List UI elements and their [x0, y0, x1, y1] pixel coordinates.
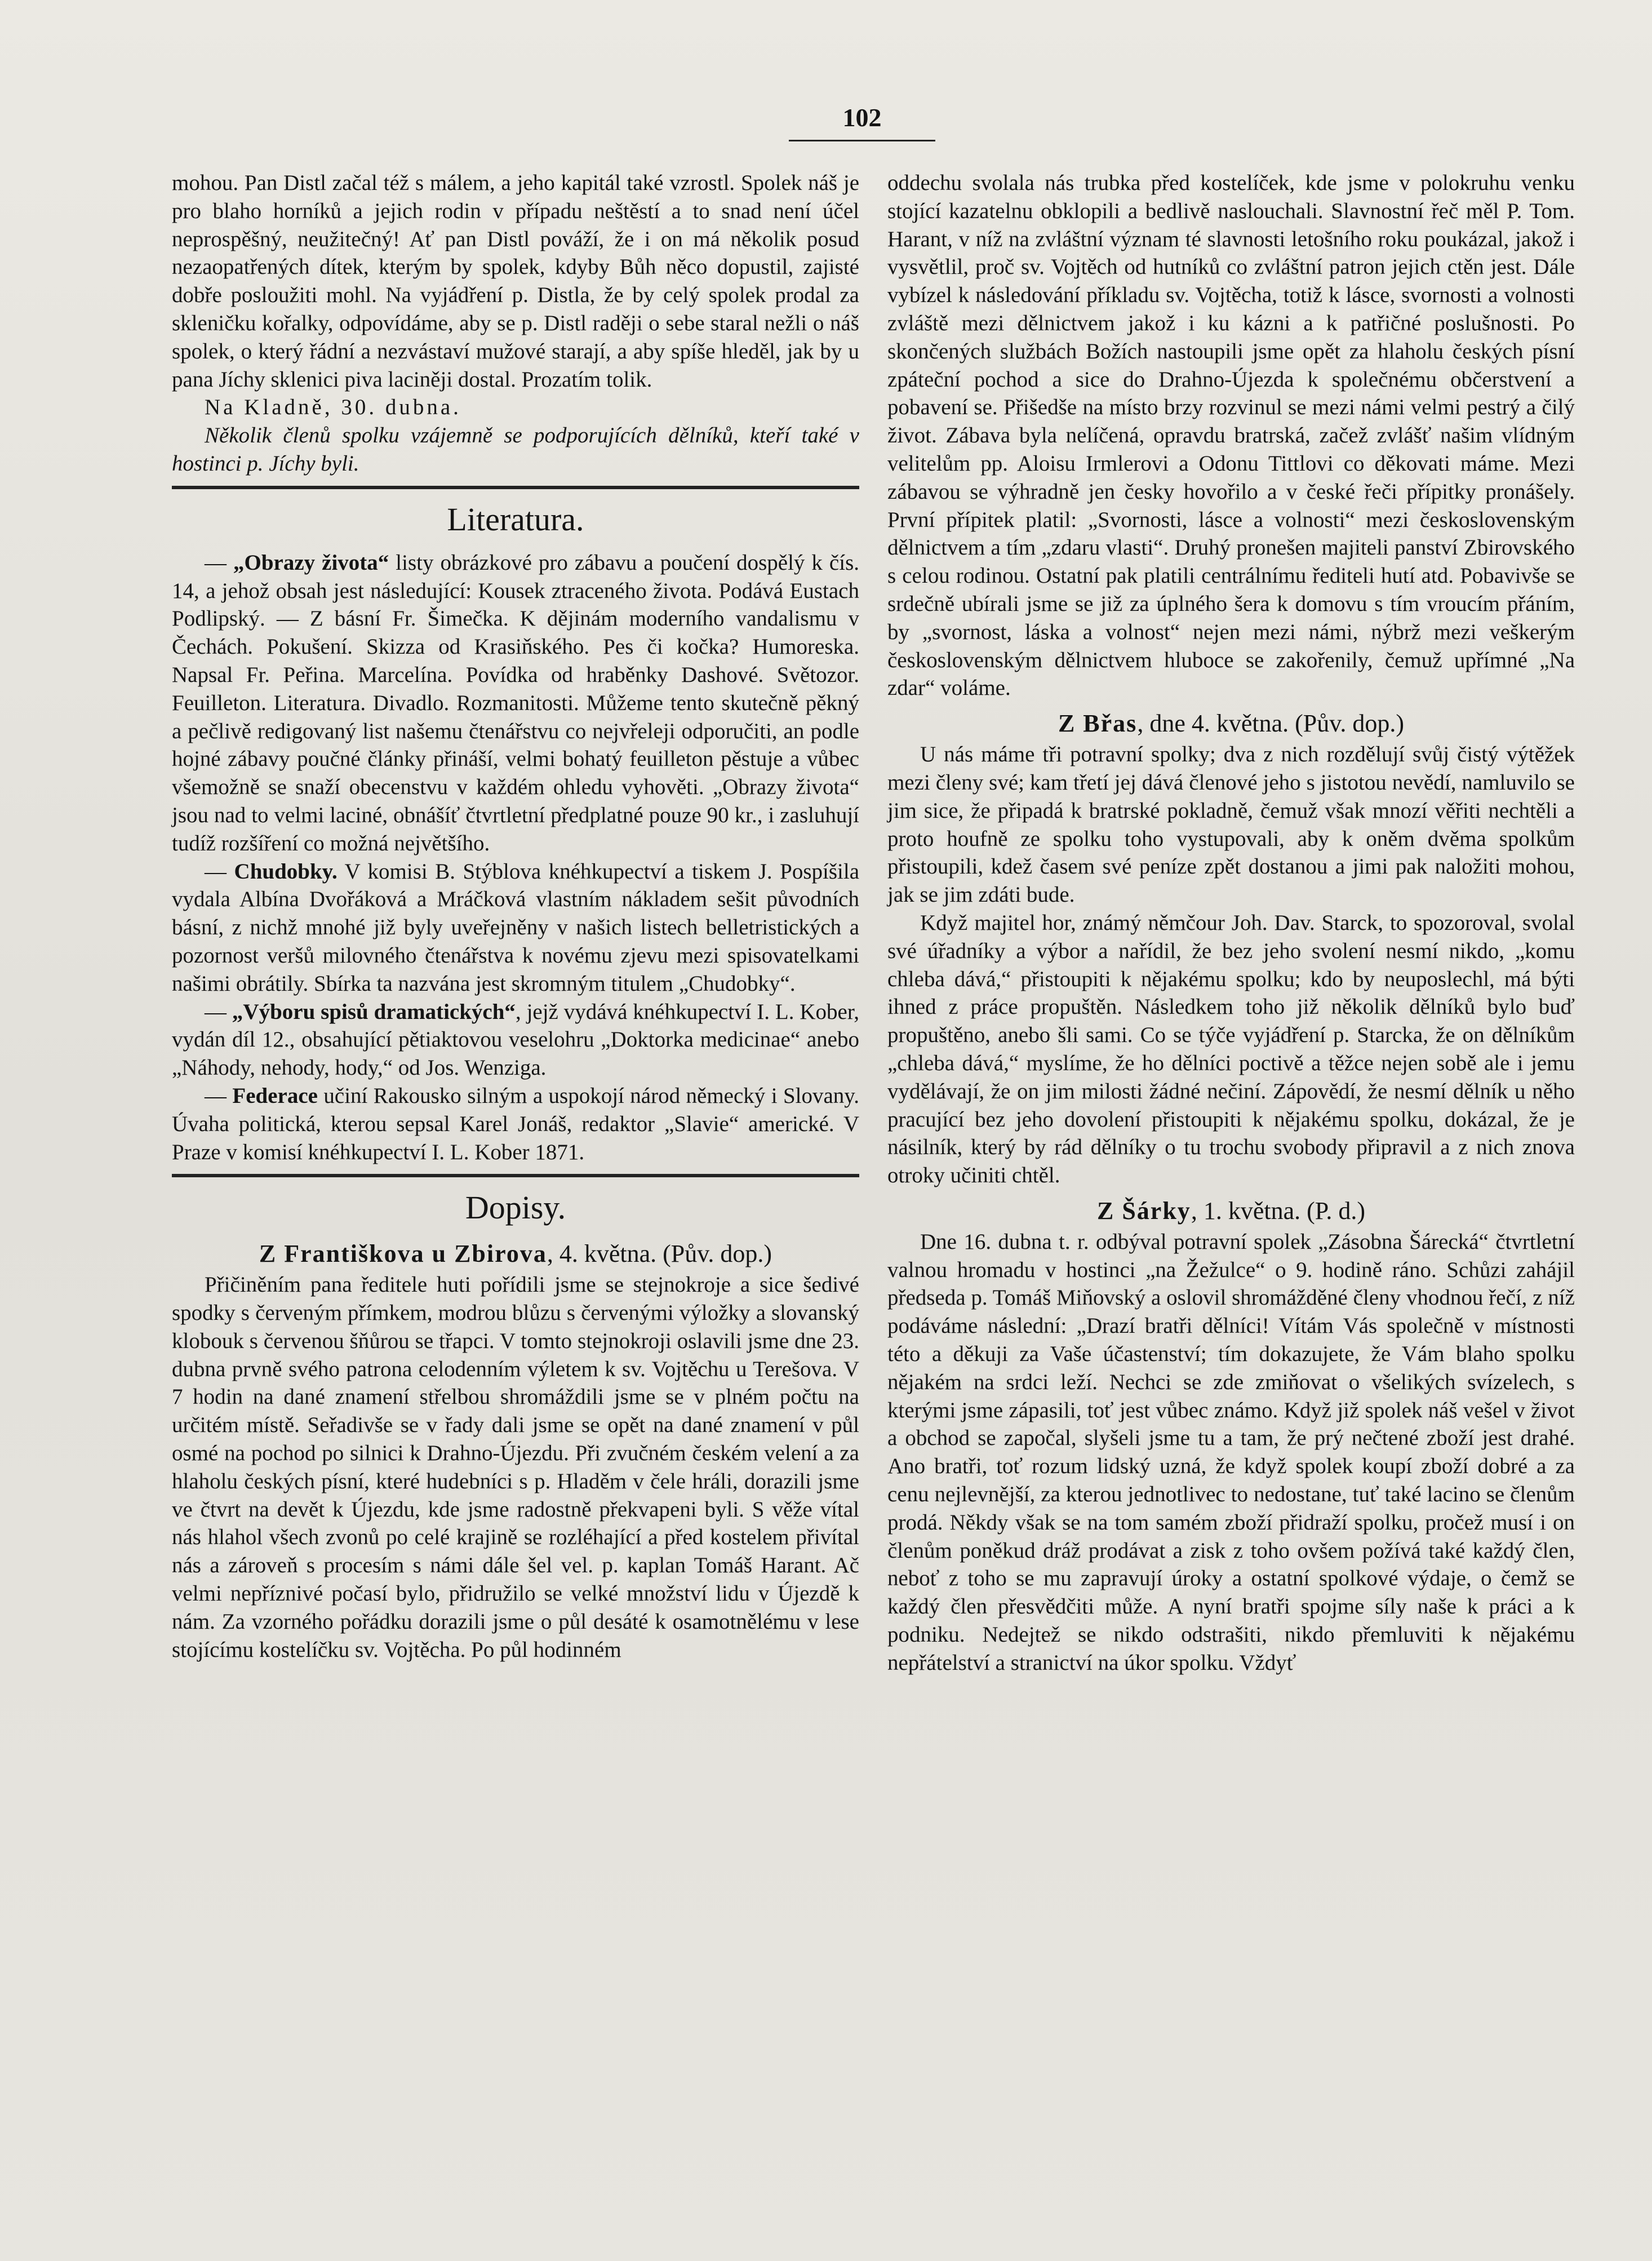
right-column: [887, 169, 1575, 2096]
letter-signature: Několik členů spolku vzájemně se podporujících dělníků, kteří také v hostinci p. Jíchy byli.: [172, 423, 859, 476]
letter-continuation: oddechu svolala nás trubka před kostelíček, kde jsme v polokruhu venku stojící kazatelnu obklopili a bedlivě naslouchali. Slavnostní řeč měl P. Tom. Harant, v níž na zvláštní význam té slavnosti letošního roku poukázal, jakož i vysvětlil, proč sv. Vojtěch od hutníků co zvláštní patron jejich ctěn jest. Dále vybízel k následování příkladu sv. Vojtěcha, totiž k lásce, svornosti a volnosti zvláště mezi dělnictvem jakož i ku kázni a k patřičné poslušnosti. Po skončených službách Božích nastoupili jsme opět za hlaholu českých písní zpáteční pochod a sice do Drahno-Újezda k společnému občerstvení a pobavení se. Přišedše na místo brzy rozvinul se mezi námi velmi pestrý a čilý život. Zábava byla nelíčená, opravdu bratrská, začež zvlášť našim vlídným velitelům pp. Aloisu Irmlerovi a Odonu Tittlovi co děkovati máme. Mezi zábavou se výhradně jen česky hovořilo a v české řeči přípitky pronášely. První přípitek platil: „Svornosti, lásce a volnosti“ mezi československým dělnictvem a tím „zdaru vlasti“. Druhý pronešen majiteli panství Zbirovského s celou rodinou. Ostatní pak platili centrálnímu řediteli hutí atd. Pobavivše se srdečně ubírali jsme se již za úplného šera k domovu s tím vroucím přáním, by „svornost, láska a volnost“ nejen mezi námi, nýbrž mezi veškerým československým dělnictvem hluboce se zakořenily, čemuž upřímné „Na zdar“ voláme.: [887, 171, 1575, 701]
left-column: [172, 169, 859, 2096]
literature-entry: — „Výboru spisů dramatických“, jejž vydává knéhkupectví I. L. Kober, vydán díl 12., obsahující pětiaktovou veselohru „Doktorka medicinae“ anebo „Náhody, nehody, hody,“ od Jos. Wenziga.: [172, 999, 860, 1080]
dopisy-heading: Dopisy.: [465, 1189, 566, 1226]
opening-paragraph: mohou. Pan Distl začal též s málem, a jeho kapitál také vzrostl. Spolek náš je pro blaho horníků a jejich rodin v případu neštěstí a to snad není účel neprospěšný, neužitečný! Ať pan Distl pováží, že i on má několik posud nezaopatřených dítek, kterým by spolek, kdyby Bůh něco dopustil, zajisté dobře posloužiti mohl. Na vyjádření p. Distla, že by celý spolek prodal za skleničku kořalky, odpovídáme, aby se p. Distl raději o sebe staral nežli o náš spolek, o který řádní a nezvástaví mužové starají, a aby spíše hleděl, jak by u pana Jíchy sklenici piva laciněji dostal. Prozatím tolik.: [172, 171, 859, 392]
letter-heading: Z Břas, dne 4. května. (Pův. dop.): [1058, 710, 1405, 738]
letter-body: Když majitel hor, známý němčour Joh. Dav. Starck, to spozoroval, svolal své úřadníky a výbor a nařídil, že bez jeho svolení nesmí nikdo, „komu chleba dává,“ přistoupiti k nějakému spolku; kdo by neuposlechl, má býti ihned z práce propuštěn. Následkem toho již několik dělníků bylo buď propuštěno, anebo šli sami. Co se týče vyjádření p. Starcka, že on dělníkům „chleba dává,“ myslíme, že ho dělníci poctivě a těžce nejen sobě ale i jemu vydělávají, že on jim milosti žádné nečiní. Zápovědí, že nesmí dělník u něho pracující bez jeho dovolení přistoupiti k nějakému spolku, dokázal, že je násilník, který by rád dělníky o tu trochu svobody připravil a z nich znova otroky učiniti chtěl.: [887, 910, 1575, 1188]
letter-body: Dne 16. dubna t. r. odbýval potravní spolek „Zásobna Šárecká“ čtvrtletní valnou hromadu v hostinci „na Žežulce“ o 9. hodině ráno. Schůzi zahájil předseda p. Tomáš Miňovský a oslovil shromážděné členy vhodnou řečí, z níž podáváme následní: „Drazí bratři dělníci! Vítám Vás společně v místnosti této a děkuji za Vaše účastenství; tím dokazujete, že Vám blaho spolku nějakém na srdci leží. Nechci se zde zmiňovat o všelikých svízelech, s kterými jsme zápasili, toť jest vůbec známo. Když již spolek náš vešel v život a obchod se započal, slyšeli jsme tu a tam, že prý nečtené zboží jest drahé. Ano bratři, toť rozum lidský uzná, že když spolek koupí zboží dobré a za cenu nejlevnější, za kterou jednotlivec to nedostane, tuť také lacino se členům prodá. Někdy však se na tom samém zboží přidraží spolku, pročež musí i on členům poněkud dráž prodávat a zisk z toho ovšem požívá také každý člen, neboť z toho se mu zapravují úroky a ostatní spolkové výdaje, o čemž se každý člen přesvědčiti může. A nyní bratři spojme síly naše k práci a k podniku. Nedejtež se nikdo odstrašiti, nikdo přemluviti k nějakému nepřátelství a stranictví na úkor spolku. Vždyť: [887, 1229, 1575, 1675]
letter-heading: Z Františkova u Zbirova, 4. května. (Pův. dop.): [259, 1240, 772, 1268]
letter-body: U nás máme tři potravní spolky; dva z nich rozdělují svůj čistý výtěžek mezi členy své; kam třetí jej dává členové jeho s jistotou nevědí, namluvilo se jim sice, že připadá k bratrské pokladně, čemuž však mnozí věřiti nechtěli a proto houfně ze spolku toho vystupovali, aby k oněm dvěma spolkům přistoupili, kdež časem své peníze zpět dostanou a jimi pak naložiti mohou, jak se jim zdáti bude.: [887, 742, 1575, 907]
section-divider: [172, 1174, 859, 1177]
section-divider: [172, 486, 859, 489]
letter-body: Přičiněním pana ředitele huti pořídili jsme se stejnokroje a sice šedivé spodky s červeným přímkem, modrou blůzu s červenými výložky a slovanský klobouk s červenou šňůrou se třapci. V tomto stejnokroji oslavili jsme dne 23. dubna prvně svého patrona celodenním výletem k sv. Vojtěchu u Terešova. V 7 hodin na dané znamení střelbou shromáždili jsme se v plném počtu na určitém místě. Seřadivše se v řady dali jsme se opět na dané znamení v půl osmé na pochod po silnici k Drahno-Újezdu. Při zvučném českém velení a za hlaholu českých písní, které hudebníci s p. Hladěm v čele hráli, dorazili jsme ve čtvrt na devět k Újezdu, kde jsme radostně překvapeni byli. S věže vítal nás hlahol všech zvonů po celé krajině se rozléhající a před kostelem přivítal nás a zároveň s procesím s námi dále šel vel. p. kaplan Tomáš Harant. Ač velmi nepříznivé počasí bylo, přidružilo se velké množství lidu v Újezdě k nám. Za vzorného pořádku dorazili jsme o půl desáté k osamotnělému v lese stojícímu kostelíčku sv. Vojtěcha. Po půl hodinném: [172, 1273, 859, 1662]
literature-entry: — Chudobky. V komisi B. Stýblova knéhkupectví a tiskem J. Pospíšila vydala Albína Dvořáková a Mráčková vlastním nákladem sešit původních básní, z nichž mnohé již byly uveřejněny v našich listech belletristických a pozornost veršů milovného čtenářstva k novému zjevu mezi spisovatelkami našimi obrátily. Sbírka ta nazvána jest skromným titulem „Chudobky“.: [172, 859, 859, 996]
page-number: 102: [842, 103, 882, 132]
page-number-rule: [789, 140, 935, 141]
literature-entry: — „Obrazy života“ listy obrázkové pro zábavu a poučení dospělý k čís. 14, a jehož obsah jest následující: Kousek ztraceného života. Podává Eustach Podlipský. — Z básní Fr. Šimečka. K dějinám moderního vandalismu v Čechách. Pokušení. Skizza od Krasiňského. Pes či kočka? Humoreska. Napsal Fr. Peřina. Marcelína. Povídka od hraběnky Dashové. Světozor. Feuilleton. Literatura. Divadlo. Rozmanitosti. Můžeme tento skutečně pěkný a pečlivě redigovaný list našemu čtenářstvu co nejvřeleji odporučiti, an podle hojné zábavy poučné články přináší, velmi bohatý feuilleton pěstuje a vůbec všemožně se snaží obecenstvu v každém ohledu vyhověti. „Obrazy života“ jsou nad to velmi laciné, obnášíť čtvrtletní předplatné pouze 90 kr., i zasluhují tudíž rozšíření co možná největšího.: [172, 550, 860, 855]
dateline: Na Kladně, 30. dubna.: [205, 395, 461, 420]
literature-entry: — Federace učiní Rakousko silným a uspokojí národ německý i Slovany. Úvaha politická, kterou sepsal Karel Jonáš, redaktor „Slavie“ americké. V Praze v komisí knéhkupectví I. L. Kober 1871.: [172, 1083, 860, 1164]
letter-heading: Z Šárky, 1. května. (P. d.): [1096, 1196, 1365, 1225]
literatura-heading: Literatura.: [447, 500, 584, 538]
